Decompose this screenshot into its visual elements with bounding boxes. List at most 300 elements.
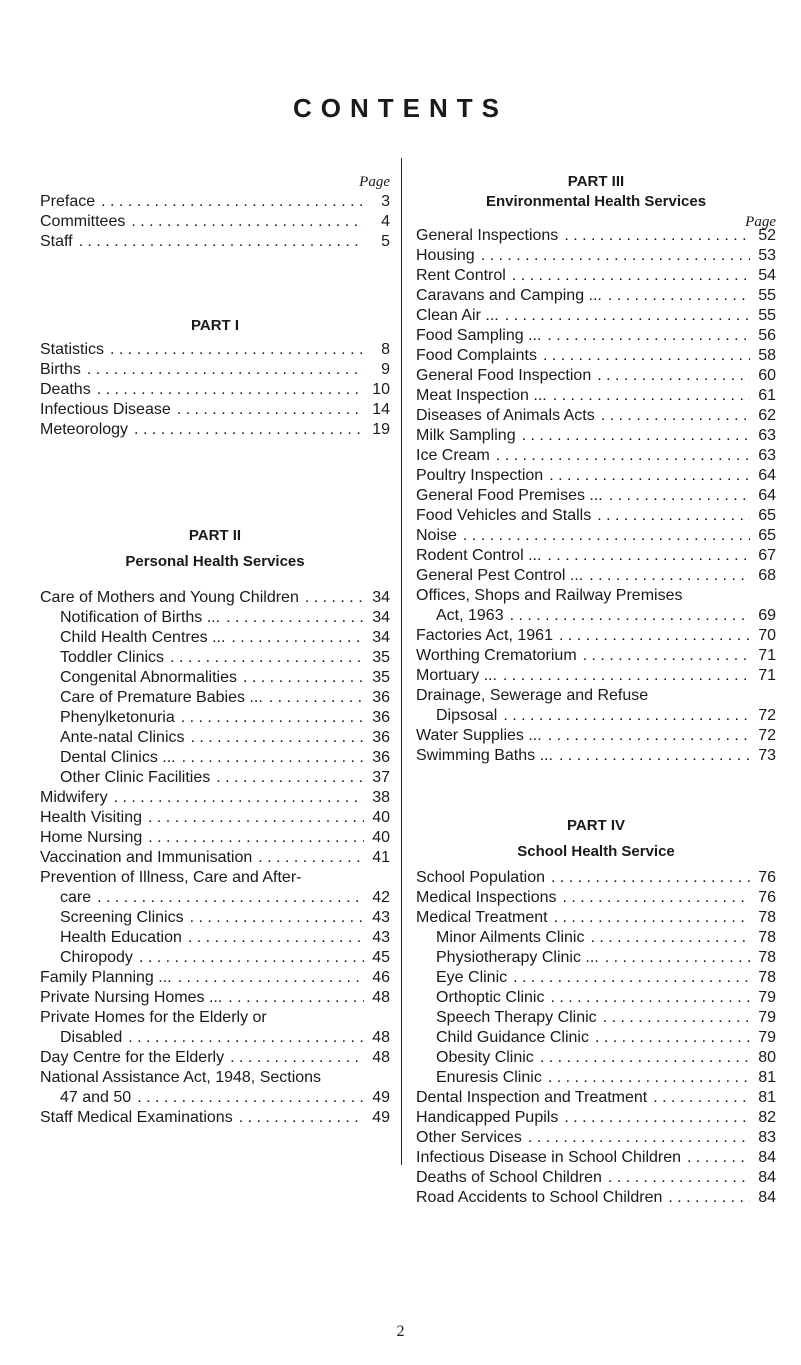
leader-dots: [237, 668, 364, 688]
part-3-subheading: Environmental Health Services: [485, 193, 707, 210]
toc-entry-page: 19: [372, 421, 390, 438]
toc-entry-page: 35: [372, 649, 390, 666]
toc-entry: [416, 466, 776, 486]
toc-entry-label: Other Services: [416, 1129, 522, 1146]
leader-dots: [599, 948, 750, 968]
toc-entry-label: Vaccination and Immunisation: [40, 849, 253, 866]
toc-entry-label: General Food Inspection: [416, 367, 592, 384]
toc-entry-continuation: [40, 1028, 390, 1048]
toc-entry-label: Care of Mothers and Young Children: [40, 589, 299, 606]
toc-entry: [40, 968, 390, 988]
toc-entry: [416, 566, 776, 586]
leader-dots: [543, 466, 750, 486]
leader-dots: [299, 588, 364, 608]
leader-dots: [589, 1028, 750, 1048]
part-4-heading: PART IV: [566, 817, 626, 834]
toc-entry-page: 82: [758, 1109, 776, 1126]
toc-entry-page: 68: [758, 567, 776, 584]
toc-entry-page: 4: [381, 213, 390, 230]
toc-entry-label: Caravans and Camping ...: [416, 287, 602, 304]
part-4-list: [416, 868, 776, 1208]
leader-dots: [507, 968, 750, 988]
toc-entry-label: Toddler Clinics: [60, 649, 165, 666]
toc-entry-label: Infectious Disease in School Children: [416, 1149, 682, 1166]
toc-entry: [416, 1148, 776, 1168]
toc-entry-page: 37: [372, 769, 390, 786]
toc-entry-page: 40: [372, 829, 390, 846]
leader-dots: [263, 688, 364, 708]
footer-page-number: 2: [396, 1323, 405, 1340]
leader-dots: [104, 340, 364, 360]
leader-dots: [122, 1028, 364, 1048]
toc-entry-page: 5: [381, 233, 390, 250]
toc-entry-label-cont: care: [60, 889, 92, 906]
toc-entry: [416, 286, 776, 306]
toc-entry-label: Orthoptic Clinic: [436, 989, 545, 1006]
toc-entry: [40, 748, 390, 768]
toc-entry-label: Drainage, Sewerage and Refuse: [416, 687, 649, 704]
leader-dots: [225, 628, 364, 648]
toc-entry-label: Screening Clinics: [60, 909, 184, 926]
leader-dots: [553, 746, 750, 766]
toc-entry: [40, 628, 390, 648]
toc-entry: [416, 1048, 776, 1068]
part-3-heading: PART III: [567, 173, 625, 190]
toc-entry: [416, 726, 776, 746]
toc-entry: [40, 868, 390, 888]
toc-entry-page: 73: [758, 747, 776, 764]
leader-dots: [595, 406, 750, 426]
toc-entry-label: Dental Clinics ...: [60, 749, 176, 766]
toc-entry: [40, 1008, 390, 1028]
toc-entry-label: Offices, Shops and Railway Premises: [416, 587, 683, 604]
leader-dots: [185, 728, 365, 748]
toc-entry-page: 79: [758, 1029, 776, 1046]
toc-entry-page: 42: [372, 889, 390, 906]
toc-entry-page: 58: [758, 347, 776, 364]
leader-dots: [591, 366, 750, 386]
toc-entry-page: 36: [372, 689, 390, 706]
toc-entry: [40, 232, 390, 252]
toc-entry: [416, 426, 776, 446]
leader-dots: [647, 1088, 750, 1108]
toc-entry: [40, 648, 390, 668]
toc-entry-label: Staff Medical Examinations: [40, 1109, 233, 1126]
toc-entry-page: 78: [758, 969, 776, 986]
toc-entry: [40, 688, 390, 708]
toc-entry: [416, 586, 776, 606]
toc-entry-label: Eye Clinic: [436, 969, 508, 986]
toc-entry: [40, 768, 390, 788]
toc-entry-label: General Pest Control ...: [416, 567, 584, 584]
toc-entry-label-cont: Dipsosal: [436, 707, 498, 724]
leader-dots: [490, 446, 750, 466]
toc-entry-page: 83: [758, 1129, 776, 1146]
leader-dots: [176, 748, 364, 768]
toc-entry-label: Congenital Abnormalities: [60, 669, 237, 686]
leader-dots: [81, 360, 364, 380]
toc-entry-continuation: [40, 888, 390, 908]
toc-entry-label: Infectious Disease: [40, 401, 171, 418]
toc-entry: [40, 808, 390, 828]
toc-entry-label: Midwifery: [40, 789, 108, 806]
leader-dots: [584, 928, 750, 948]
toc-entry-page: 36: [372, 729, 390, 746]
toc-entry-label: Rent Control: [416, 267, 506, 284]
toc-entry: [40, 360, 390, 380]
toc-entry: [416, 1028, 776, 1048]
leader-dots: [603, 486, 750, 506]
toc-entry-page: 46: [372, 969, 390, 986]
toc-entry-label: Poultry Inspection: [416, 467, 544, 484]
toc-entry: [416, 626, 776, 646]
toc-entry: [40, 948, 390, 968]
toc-entry-page: 81: [758, 1069, 776, 1086]
toc-entry-page: 49: [372, 1089, 390, 1106]
toc-entry-page: 45: [372, 949, 390, 966]
leader-dots: [548, 908, 750, 928]
toc-entry-label: Clean Air ...: [416, 307, 499, 324]
toc-entry-page: 80: [758, 1049, 776, 1066]
toc-entry-page: 36: [372, 749, 390, 766]
toc-entry-label: National Assistance Act, 1948, Sections: [40, 1069, 322, 1086]
toc-entry: [416, 1108, 776, 1128]
toc-entry: [416, 1188, 776, 1208]
toc-entry-label: Phenylketonuria: [60, 709, 175, 726]
leader-dots: [557, 888, 750, 908]
toc-entry-label: Rodent Control ...: [416, 547, 542, 564]
toc-entry-page: 34: [372, 629, 390, 646]
toc-entry: [416, 968, 776, 988]
leader-dots: [133, 948, 364, 968]
toc-entry-page: 64: [758, 467, 776, 484]
toc-entry-label: Health Visiting: [40, 809, 142, 826]
toc-entry-label: Meteorology: [40, 421, 129, 438]
leader-dots: [662, 1188, 750, 1208]
toc-entry-label: Worthing Crematorium: [416, 647, 577, 664]
toc-entry-label: Day Centre for the Elderly: [40, 1049, 225, 1066]
toc-entry: [416, 666, 776, 686]
part-4-subheading: School Health Service: [517, 843, 675, 860]
leader-dots: [553, 626, 750, 646]
leader-dots: [499, 306, 750, 326]
toc-entry-label-cont: Disabled: [60, 1029, 123, 1046]
leader-dots: [142, 828, 364, 848]
toc-entry-page: 38: [372, 789, 390, 806]
toc-entry: [416, 446, 776, 466]
toc-entry: [416, 526, 776, 546]
leader-dots: [95, 192, 364, 212]
left-column: [40, 172, 390, 1128]
toc-entry-page: 54: [758, 267, 776, 284]
toc-entry-page: 71: [758, 647, 776, 664]
toc-entry-label: Child Guidance Clinic: [436, 1029, 589, 1046]
toc-entry-label: Notification of Births ...: [60, 609, 221, 626]
leader-dots: [91, 380, 364, 400]
leader-dots: [497, 666, 750, 686]
toc-entry-label: Ice Cream: [416, 447, 490, 464]
leader-dots: [591, 506, 750, 526]
toc-entry: [40, 1048, 390, 1068]
leader-dots: [182, 928, 364, 948]
part-3-list: [416, 226, 776, 766]
leader-dots: [537, 346, 750, 366]
toc-entry: [40, 788, 390, 808]
toc-entry-page: 10: [372, 381, 390, 398]
toc-entry-label: Swimming Baths ...: [416, 747, 553, 764]
toc-entry-page: 84: [758, 1169, 776, 1186]
toc-entry: [40, 828, 390, 848]
leader-dots: [577, 646, 750, 666]
toc-entry-label: Deaths of School Children: [416, 1169, 602, 1186]
toc-entry-label: Road Accidents to School Children: [416, 1189, 663, 1206]
toc-entry-label: Chiropody: [60, 949, 133, 966]
toc-entry-page: 79: [758, 1009, 776, 1026]
toc-entry-continuation: [416, 606, 776, 626]
toc-entry: [416, 366, 776, 386]
toc-entry-page: 60: [758, 367, 776, 384]
toc-entry: [416, 868, 776, 888]
toc-entry: [40, 608, 390, 628]
toc-entry-page: 56: [758, 327, 776, 344]
toc-entry: [40, 848, 390, 868]
toc-entry-page: 3: [381, 193, 390, 210]
part-1-list: [40, 340, 390, 440]
toc-entry-page: 63: [758, 447, 776, 464]
leader-dots: [175, 708, 364, 728]
leader-dots: [542, 1068, 750, 1088]
toc-entry-page: 43: [372, 909, 390, 926]
toc-entry-page: 78: [758, 929, 776, 946]
toc-entry-label: Enuresis Clinic: [436, 1069, 542, 1086]
toc-entry: [40, 728, 390, 748]
toc-entry-label: Prevention of Illness, Care and After-: [40, 869, 302, 886]
leader-dots: [541, 546, 750, 566]
front-matter-list: [40, 192, 390, 252]
toc-entry-label: General Inspections: [416, 227, 559, 244]
toc-entry-label: Handicapped Pupils: [416, 1109, 559, 1126]
leader-dots: [504, 606, 750, 626]
toc-entry-page: 9: [381, 361, 390, 378]
toc-entry: [416, 1128, 776, 1148]
toc-entry-page: 76: [758, 889, 776, 906]
toc-entry: [40, 588, 390, 608]
toc-entry-page: 48: [372, 989, 390, 1006]
leader-dots: [681, 1148, 750, 1168]
leader-dots: [125, 212, 364, 232]
toc-entry: [40, 192, 390, 212]
toc-entry: [40, 420, 390, 440]
leader-dots: [233, 1108, 364, 1128]
toc-entry-page: 48: [372, 1049, 390, 1066]
leader-dots: [222, 988, 364, 1008]
toc-entry: [416, 1088, 776, 1108]
toc-entry-page: 72: [758, 707, 776, 724]
leader-dots: [252, 848, 364, 868]
leader-dots: [544, 988, 750, 1008]
toc-entry: [416, 746, 776, 766]
toc-entry-label: Minor Ailments Clinic: [436, 929, 585, 946]
part-1-heading: PART I: [190, 317, 240, 334]
toc-entry: [40, 1068, 390, 1088]
toc-entry-label: Food Vehicles and Stalls: [416, 507, 592, 524]
toc-entry: [40, 1108, 390, 1128]
toc-entry-label: Births: [40, 361, 81, 378]
toc-entry-page: 65: [758, 507, 776, 524]
toc-entry-continuation: [40, 1088, 390, 1108]
toc-entry-label: Diseases of Animals Acts: [416, 407, 595, 424]
leader-dots: [210, 768, 364, 788]
leader-dots: [545, 868, 750, 888]
toc-entry-label: Dental Inspection and Treatment: [416, 1089, 648, 1106]
toc-entry: [416, 686, 776, 706]
toc-entry-page: 78: [758, 949, 776, 966]
toc-entry: [416, 646, 776, 666]
toc-entry-label: Housing: [416, 247, 475, 264]
toc-entry-label: Deaths: [40, 381, 91, 398]
leader-dots: [128, 420, 364, 440]
toc-entry-label: Noise: [416, 527, 457, 544]
toc-entry: [416, 266, 776, 286]
toc-entry-page: 55: [758, 287, 776, 304]
toc-entry-label: Care of Premature Babies ...: [60, 689, 263, 706]
toc-entry: [416, 406, 776, 426]
toc-entry-label: Medical Inspections: [416, 889, 557, 906]
toc-entry-page: 43: [372, 929, 390, 946]
toc-entry-page: 63: [758, 427, 776, 444]
leader-dots: [541, 326, 750, 346]
column-divider: [401, 158, 402, 1165]
toc-entry: [40, 668, 390, 688]
leader-dots: [542, 726, 750, 746]
part-2-list: [40, 588, 390, 1128]
toc-entry-label: Staff: [40, 233, 73, 250]
toc-entry-label: Water Supplies ...: [416, 727, 542, 744]
toc-entry-label: Ante-natal Clinics: [60, 729, 185, 746]
toc-entry: [416, 1168, 776, 1188]
leader-dots: [224, 1048, 364, 1068]
toc-entry-page: 41: [372, 849, 390, 866]
toc-entry: [416, 948, 776, 968]
toc-entry-page: 55: [758, 307, 776, 324]
toc-entry-page: 72: [758, 727, 776, 744]
leader-dots: [142, 808, 364, 828]
toc-entry: [40, 380, 390, 400]
leader-dots: [91, 888, 364, 908]
toc-entry-page: 84: [758, 1189, 776, 1206]
toc-entry-continuation: [416, 706, 776, 726]
toc-entry-page: 62: [758, 407, 776, 424]
leader-dots: [516, 426, 750, 446]
toc-entry-page: 49: [372, 1109, 390, 1126]
toc-entry-page: 81: [758, 1089, 776, 1106]
leader-dots: [583, 566, 750, 586]
toc-entry-label: General Food Premises ...: [416, 487, 603, 504]
toc-entry-page: 79: [758, 989, 776, 1006]
leader-dots: [547, 386, 750, 406]
toc-entry-page: 34: [372, 609, 390, 626]
toc-entry: [40, 340, 390, 360]
leader-dots: [172, 968, 364, 988]
toc-entry: [416, 546, 776, 566]
toc-entry-page: 71: [758, 667, 776, 684]
toc-entry-page: 78: [758, 909, 776, 926]
right-column: [416, 172, 776, 1208]
toc-entry-label: Committees: [40, 213, 126, 230]
leader-dots: [558, 1108, 750, 1128]
toc-entry-label: Other Clinic Facilities: [60, 769, 211, 786]
toc-entry: [416, 928, 776, 948]
toc-entry-label: Factories Act, 1961: [416, 627, 553, 644]
toc-entry: [416, 386, 776, 406]
toc-entry-label: Family Planning ...: [40, 969, 172, 986]
toc-entry-label: Medical Treatment: [416, 909, 548, 926]
toc-entry-label: Mortuary ...: [416, 667, 497, 684]
leader-dots: [171, 400, 364, 420]
toc-entry-page: 76: [758, 869, 776, 886]
leader-dots: [597, 1008, 750, 1028]
toc-entry: [416, 306, 776, 326]
leader-dots: [602, 1168, 750, 1188]
toc-entry-page: 65: [758, 527, 776, 544]
toc-entry: [40, 212, 390, 232]
toc-entry-label: Statistics: [40, 341, 105, 358]
toc-entry: [416, 346, 776, 366]
toc-entry: [416, 1008, 776, 1028]
toc-entry: [40, 988, 390, 1008]
toc-entry-page: 53: [758, 247, 776, 264]
toc-entry-page: 36: [372, 709, 390, 726]
toc-entry-label-cont: 47 and 50: [60, 1089, 132, 1106]
toc-entry-label: Speech Therapy Clinic: [436, 1009, 597, 1026]
toc-entry-page: 61: [758, 387, 776, 404]
toc-entry-label: Meat Inspection ...: [416, 387, 547, 404]
toc-entry-label: Physiotherapy Clinic ...: [436, 949, 599, 966]
toc-entry: [40, 908, 390, 928]
toc-entry-label: Obesity Clinic: [436, 1049, 534, 1066]
toc-entry-page: 48: [372, 1029, 390, 1046]
toc-entry-label: Child Health Centres ...: [60, 629, 226, 646]
part-2-subheading: Personal Health Services: [125, 553, 305, 570]
part-3-page-header: Page: [745, 214, 776, 230]
leader-dots: [131, 1088, 364, 1108]
toc-entry-page: 64: [758, 487, 776, 504]
toc-entry-page: 69: [758, 607, 776, 624]
toc-entry-page: 8: [381, 341, 390, 358]
toc-entry: [416, 908, 776, 928]
toc-entry: [416, 988, 776, 1008]
toc-entry-page: 67: [758, 547, 776, 564]
toc-entry: [416, 326, 776, 346]
toc-entry-label: Preface: [40, 193, 96, 210]
leader-dots: [457, 526, 750, 546]
toc-entry-label: Home Nursing: [40, 829, 143, 846]
page-column-header: Page: [359, 174, 390, 190]
toc-entry-label-cont: Act, 1963: [436, 607, 504, 624]
leader-dots: [506, 266, 750, 286]
toc-entry-page: 35: [372, 669, 390, 686]
leader-dots: [475, 246, 750, 266]
leader-dots: [558, 226, 750, 246]
toc-entry-page: 84: [758, 1149, 776, 1166]
page-title: CONTENTS: [293, 93, 508, 123]
leader-dots: [220, 608, 364, 628]
toc-entry-page: 14: [372, 401, 390, 418]
toc-entry-page: 34: [372, 589, 390, 606]
leader-dots: [184, 908, 364, 928]
leader-dots: [522, 1128, 750, 1148]
part-2-heading: PART II: [188, 527, 242, 544]
